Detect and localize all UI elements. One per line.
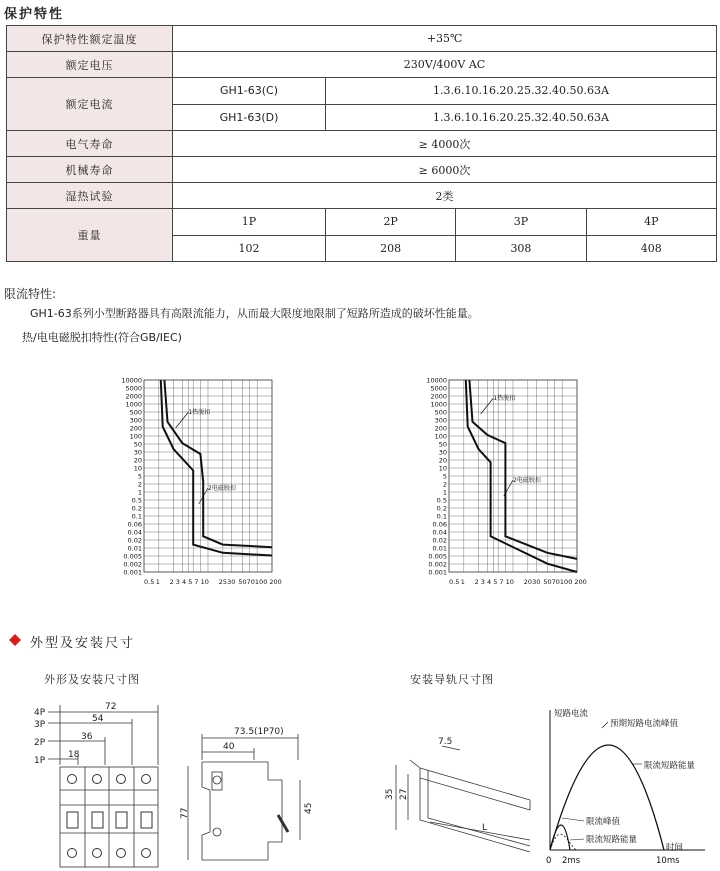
y-tick-label: 2 — [442, 480, 447, 489]
y-tick-label: 0.1 — [436, 512, 447, 521]
annotation-limited-energy: 限流短路能量 — [644, 761, 696, 771]
width-3p: 54 — [92, 714, 104, 724]
y-tick-label: 5000 — [125, 384, 142, 393]
rail-title: 安装导轨尺寸图 — [410, 673, 494, 686]
y-tick-label: 0.1 — [131, 512, 142, 521]
damp-label: 湿热试验 — [7, 183, 173, 209]
y-tick-label: 0.001 — [428, 568, 447, 577]
trip-curve-chart-d — [415, 372, 605, 602]
protection-table — [6, 25, 717, 262]
y-tick-label: 0.06 — [432, 520, 447, 529]
y-tick-label: 0.005 — [428, 552, 447, 561]
y-tick-label: 0.005 — [123, 552, 142, 561]
temp-label: 保护特性额定温度 — [7, 26, 173, 52]
section-title-dimensions: 外型及安装尺寸 — [30, 636, 136, 651]
side-height-dim: 77 — [180, 807, 190, 819]
model-c: GH1-63(C) — [173, 78, 326, 105]
pole-label-2p: 2P — [34, 738, 46, 748]
x-tick-label: 5070100 200 — [543, 578, 587, 586]
x-tick-label: 1 — [460, 578, 465, 586]
y-axis-label: 短路电流 — [554, 709, 589, 719]
y-tick-label: 0.2 — [131, 504, 142, 513]
pole-label-3p: 3P — [34, 720, 46, 730]
y-tick-label: 1000 — [430, 400, 447, 409]
pole-1p: 1P — [173, 209, 326, 236]
current-label: 额定电流 — [7, 78, 173, 131]
section-title-protection: 保护特性 — [4, 7, 65, 22]
elec-life-value: ≥ 4000次 — [173, 131, 717, 157]
y-tick-label: 0.5 — [131, 496, 142, 505]
y-tick-label: 100 — [129, 432, 142, 441]
y-tick-label: 50 — [133, 440, 142, 449]
outline-title: 外形及安装尺寸图 — [44, 673, 140, 686]
current-limit-chart — [540, 700, 718, 868]
voltage-value: 230V/400V AC — [173, 52, 717, 78]
side-right-dim: 45 — [304, 802, 314, 814]
y-tick-label: 0.002 — [123, 560, 142, 569]
elec-life-label: 电气寿命 — [7, 131, 173, 157]
limiting-description: GH1-63系列小型断路器具有高限流能力，从而最大限度地限制了短路所造成的破坏性能量。 — [30, 307, 479, 320]
y-tick-label: 10 — [438, 464, 447, 473]
pole-3p: 3P — [456, 209, 586, 236]
annotation-peak: 预期短路电流峰值 — [610, 719, 679, 729]
limiting-subtitle: 热/电电磁脱扣特性(符合GB/IEC) — [22, 331, 182, 344]
pole-label-4p: 4P — [34, 708, 46, 718]
x-tick-label: 2 3 4 5 7 10 — [474, 578, 514, 586]
y-tick-label: 0.04 — [432, 528, 447, 537]
y-tick-label: 0.02 — [127, 536, 142, 545]
annotation-magnetic: 2电磁脱扣 — [208, 485, 236, 492]
y-tick-label: 0.01 — [432, 544, 447, 553]
leader-limited-energy — [570, 839, 584, 840]
mech-life-value: ≥ 6000次 — [173, 157, 717, 183]
y-tick-label: 1 — [137, 488, 142, 497]
annotation-magnetic: 2电磁脱扣 — [513, 477, 541, 484]
pole-4p: 4P — [586, 209, 716, 236]
width-1p: 18 — [68, 750, 80, 760]
y-tick-label: 20 — [438, 456, 447, 465]
side-top-dim: 73.5(1P70) — [234, 727, 284, 737]
y-tick-label: 2000 — [430, 392, 447, 401]
y-tick-label: 5 — [442, 472, 447, 481]
limited-current-curve — [550, 825, 570, 850]
x-tick-label: 2 3 4 5 7 10 — [169, 578, 209, 586]
y-tick-label: 0.5 — [436, 496, 447, 505]
x-tick-label: 0.5 — [144, 578, 155, 586]
weight-1p: 102 — [173, 235, 326, 262]
annotation-limited-peak: 限流峰值 — [586, 817, 621, 827]
rail-35: 35 — [385, 788, 395, 800]
y-tick-label: 10 — [133, 464, 142, 473]
side-inner-dim: 40 — [223, 742, 235, 752]
x-tick-10ms: 10ms — [656, 856, 680, 866]
y-tick-label: 500 — [434, 408, 447, 417]
y-tick-label: 0.001 — [123, 568, 142, 577]
y-tick-label: 0.01 — [127, 544, 142, 553]
width-4p: 72 — [105, 702, 117, 712]
mech-life-label: 机械寿命 — [7, 157, 173, 183]
y-tick-label: 2 — [137, 480, 142, 489]
leader-peak — [602, 722, 608, 728]
y-tick-label: 50 — [438, 440, 447, 449]
weight-4p: 408 — [586, 235, 716, 262]
rail-27: 27 — [399, 788, 409, 800]
din-rail-drawing — [380, 730, 540, 850]
y-tick-label: 0.002 — [428, 560, 447, 569]
y-tick-label: 30 — [438, 448, 447, 457]
model-c-value: 1.3.6.10.16.20.25.32.40.50.63A — [326, 78, 717, 105]
y-tick-label: 2000 — [125, 392, 142, 401]
model-d-value: 1.3.6.10.16.20.25.32.40.50.63A — [326, 104, 717, 131]
y-tick-label: 1 — [442, 488, 447, 497]
y-tick-label: 10000 — [426, 376, 447, 385]
y-tick-label: 300 — [129, 416, 142, 425]
pole-label-1p: 1P — [34, 756, 46, 766]
weight-3p: 308 — [456, 235, 586, 262]
x-tick-label: 2530 — [218, 578, 236, 586]
y-tick-label: 1000 — [125, 400, 142, 409]
y-tick-label: 500 — [129, 408, 142, 417]
width-2p: 36 — [81, 732, 93, 742]
limiting-title: 限流特性: — [4, 287, 57, 301]
diamond-icon — [8, 633, 22, 647]
y-tick-label: 200 — [434, 424, 447, 433]
y-tick-label: 200 — [129, 424, 142, 433]
leader-limited-peak — [562, 818, 584, 821]
weight-label: 重量 — [7, 209, 173, 262]
y-tick-label: 100 — [434, 432, 447, 441]
x-tick-label: 2030 — [523, 578, 541, 586]
rail-7-5: 7.5 — [438, 737, 453, 747]
damp-value: 2类 — [173, 183, 717, 209]
trip-curve-chart-c — [110, 372, 300, 602]
y-tick-label: 0.2 — [436, 504, 447, 513]
x-tick-label: 5070100 200 — [238, 578, 282, 586]
side-view-drawing — [170, 720, 314, 868]
x-tick-0: 0 — [546, 856, 552, 866]
annotation-limited-energy-2: 限流短路能量 — [586, 835, 638, 845]
x-tick-label: 1 — [155, 578, 160, 586]
temp-value: +35℃ — [173, 26, 717, 52]
voltage-label: 额定电压 — [7, 52, 173, 78]
pole-2p: 2P — [326, 209, 456, 236]
x-tick-2ms: 2ms — [562, 856, 581, 866]
x-axis-label: 时间 — [666, 843, 684, 853]
model-d: GH1-63(D) — [173, 104, 326, 131]
y-tick-label: 300 — [434, 416, 447, 425]
annotation-thermal: 1热脱扣 — [493, 395, 516, 402]
y-tick-label: 5000 — [430, 384, 447, 393]
y-tick-label: 30 — [133, 448, 142, 457]
y-tick-label: 0.06 — [127, 520, 142, 529]
y-tick-label: 5 — [137, 472, 142, 481]
y-tick-label: 0.04 — [127, 528, 142, 537]
weight-2p: 208 — [326, 235, 456, 262]
x-tick-label: 0.5 — [449, 578, 460, 586]
y-tick-label: 10000 — [121, 376, 142, 385]
rail-L: L — [482, 823, 488, 833]
y-tick-label: 0.02 — [432, 536, 447, 545]
front-view-drawing — [20, 695, 180, 867]
annotation-thermal: 1热脱扣 — [188, 409, 211, 416]
y-tick-label: 20 — [133, 456, 142, 465]
